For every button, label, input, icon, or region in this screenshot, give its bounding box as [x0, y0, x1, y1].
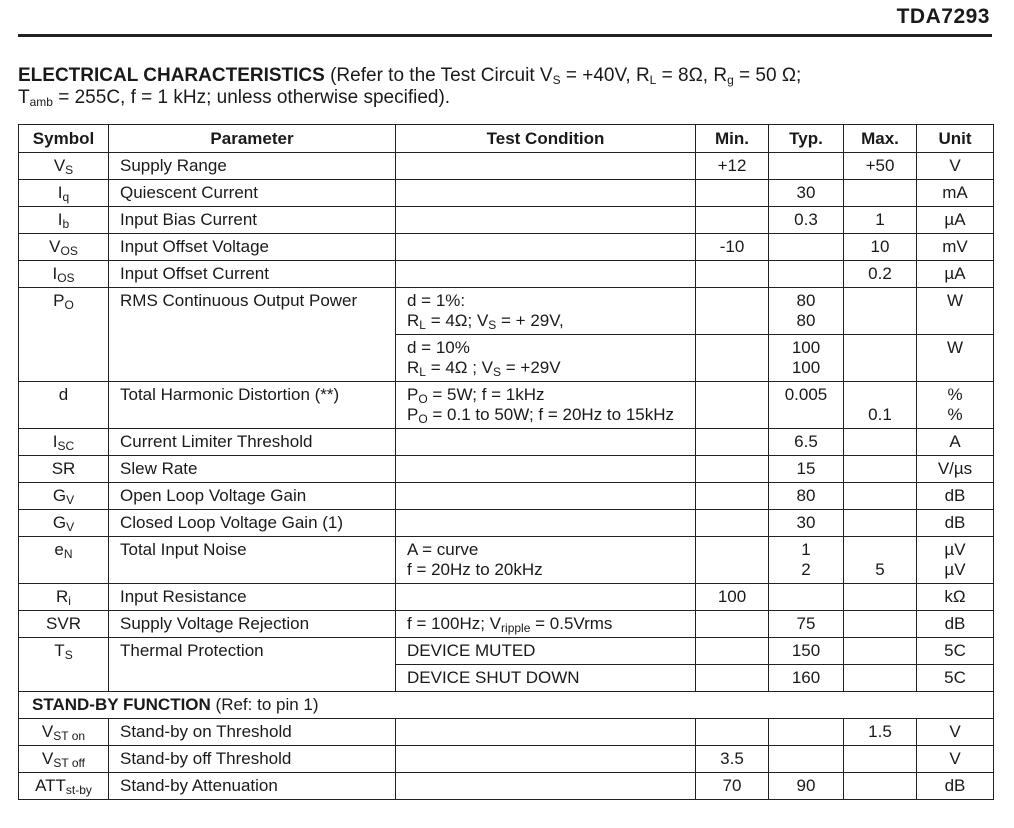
max-cell [844, 456, 917, 483]
typ-cell [769, 584, 844, 611]
typ-cell [769, 234, 844, 261]
table-row [19, 773, 994, 800]
parameter-cell: Input Offset Voltage [109, 234, 396, 261]
min-cell [696, 207, 769, 234]
heading-text: = 50 Ω; [733, 65, 802, 86]
symbol-cell: $V_{ST on}$ [19, 719, 109, 746]
typ-cell: 0.3 [769, 207, 844, 234]
typ-cell: 6.5 [769, 429, 844, 456]
unit-cell: A [917, 429, 994, 456]
characteristics-table [18, 124, 994, 800]
unit-cell: V/µs [917, 456, 994, 483]
unit-cell: dB [917, 773, 994, 800]
parameter-cell: Quiescent Current [109, 180, 396, 207]
min-cell [696, 382, 769, 429]
min-cell: -10 [696, 234, 769, 261]
standby-section-title: STAND-BY FUNCTION (Ref: to pin 1) [19, 692, 994, 719]
heading-text: 5 [95, 87, 107, 108]
condition-cell [396, 773, 696, 800]
typ-cell: 160 [769, 665, 844, 692]
condition-cell [396, 207, 696, 234]
parameter-cell: Stand-by Attenuation [109, 773, 396, 800]
max-cell [844, 180, 917, 207]
min-cell [696, 638, 769, 665]
symbol-cell: $I_b$ [19, 207, 109, 234]
parameter-cell: Stand-by on Threshold [109, 719, 396, 746]
condition-cell [396, 153, 696, 180]
condition-cell: A = curve f = 20Hz to 20kHz [396, 537, 696, 584]
unit-cell: dB [917, 483, 994, 510]
symbol-cell: $G_V$ [19, 510, 109, 537]
unit-cell: % % [917, 382, 994, 429]
parameter-cell: Supply Range [109, 153, 396, 180]
condition-cell: d = 10% $R_L = 4\Omega$ ; $V_S = +29V$ [396, 335, 696, 382]
col-typ: Typ. [769, 125, 844, 153]
max-cell [844, 510, 917, 537]
min-cell: 3.5 [696, 746, 769, 773]
unit-cell: µA [917, 207, 994, 234]
heading-sub: S [552, 73, 561, 87]
unit-cell: 5C [917, 638, 994, 665]
max-cell: 0.2 [844, 261, 917, 288]
table-row [19, 719, 994, 746]
table-row [19, 611, 994, 638]
condition-cell [396, 510, 696, 537]
min-cell: 100 [696, 584, 769, 611]
heading-text: T [18, 87, 30, 108]
parameter-cell: Stand-by off Threshold [109, 746, 396, 773]
symbol-cell: SR [19, 456, 109, 483]
parameter-cell: Input Resistance [109, 584, 396, 611]
unit-cell: dB [917, 611, 994, 638]
max-cell [844, 611, 917, 638]
unit-cell: mV [917, 234, 994, 261]
table-row [19, 483, 994, 510]
typ-cell: 90 [769, 773, 844, 800]
symbol-cell: $e_N$ [19, 537, 109, 584]
parameter-cell: Input Offset Current [109, 261, 396, 288]
max-cell [844, 288, 917, 335]
typ-cell: 0.005 [769, 382, 844, 429]
condition-cell [396, 719, 696, 746]
symbol-cell: $V_S$ [19, 153, 109, 180]
table-row [19, 456, 994, 483]
symbol-cell: $P_O$ [19, 288, 109, 382]
table-row [19, 429, 994, 456]
typ-cell: 150 [769, 638, 844, 665]
heading-sub: amb [29, 95, 53, 109]
symbol-cell: $V_{OS}$ [19, 234, 109, 261]
parameter-cell: Open Loop Voltage Gain [109, 483, 396, 510]
condition-cell: $P_O = 5W$; f = 1kHz $P_O = 0.1$ to 50W; f = 20Hz to 15kHz [396, 382, 696, 429]
min-cell: +12 [696, 153, 769, 180]
table-header-row [19, 125, 994, 153]
min-cell [696, 456, 769, 483]
unit-cell: kΩ [917, 584, 994, 611]
parameter-cell: Current Limiter Threshold [109, 429, 396, 456]
min-cell [696, 719, 769, 746]
unit-cell: V [917, 153, 994, 180]
min-cell [696, 483, 769, 510]
max-cell [844, 429, 917, 456]
unit-cell: dB [917, 510, 994, 537]
col-unit: Unit [917, 125, 994, 153]
parameter-cell: Input Bias Current [109, 207, 396, 234]
max-cell [844, 665, 917, 692]
condition-cell [396, 261, 696, 288]
max-cell: 10 [844, 234, 917, 261]
max-cell: 1 [844, 207, 917, 234]
heading-sub: g [727, 73, 734, 87]
heading-text: = +40V, R [560, 65, 650, 86]
symbol-cell: $G_V$ [19, 483, 109, 510]
section-row [19, 692, 994, 719]
condition-cell [396, 180, 696, 207]
max-cell [844, 335, 917, 382]
unit-cell: V [917, 746, 994, 773]
max-cell: 5 [844, 537, 917, 584]
min-cell [696, 261, 769, 288]
part-number: TDA7293 [896, 5, 990, 28]
unit-cell: µA [917, 261, 994, 288]
max-cell: 0.1 [844, 382, 917, 429]
min-cell: 70 [696, 773, 769, 800]
typ-cell [769, 719, 844, 746]
table-row [19, 638, 994, 665]
col-test-condition: Test Condition [396, 125, 696, 153]
max-cell [844, 584, 917, 611]
min-cell [696, 429, 769, 456]
parameter-cell: Total Harmonic Distortion (**) [109, 382, 396, 429]
min-cell [696, 288, 769, 335]
typ-cell [769, 261, 844, 288]
table-row [19, 510, 994, 537]
unit-cell: W [917, 288, 994, 335]
unit-cell: mA [917, 180, 994, 207]
heading-sub: L [649, 73, 657, 87]
unit-cell: V [917, 719, 994, 746]
typ-cell: 1 2 [769, 537, 844, 584]
parameter-cell: Thermal Protection [109, 638, 396, 692]
min-cell [696, 180, 769, 207]
condition-cell: d = 1%: $R_L = 4\Omega$; $V_S$ = + 29V, [396, 288, 696, 335]
col-max: Max. [844, 125, 917, 153]
parameter-cell: RMS Continuous Output Power [109, 288, 396, 382]
unit-cell: 5C [917, 665, 994, 692]
col-symbol: Symbol [19, 125, 109, 153]
condition-cell [396, 429, 696, 456]
typ-cell: 80 [769, 483, 844, 510]
max-cell [844, 773, 917, 800]
symbol-cell: SVR [19, 611, 109, 638]
typ-cell: 30 [769, 510, 844, 537]
table-row [19, 207, 994, 234]
typ-cell: 100 100 [769, 335, 844, 382]
symbol-cell: $T_S$ [19, 638, 109, 692]
col-parameter: Parameter [109, 125, 396, 153]
section-heading [18, 65, 998, 109]
parameter-cell: Closed Loop Voltage Gain (1) [109, 510, 396, 537]
unit-cell: W [917, 335, 994, 382]
header-rule [18, 34, 992, 37]
table-row [19, 234, 994, 261]
condition-cell [396, 483, 696, 510]
table-row [19, 153, 994, 180]
typ-cell: 30 [769, 180, 844, 207]
table-row [19, 288, 994, 335]
condition-cell [396, 234, 696, 261]
symbol-cell: $R_i$ [19, 584, 109, 611]
heading-text: C, f = 1 kHz; unless otherwise specified). [106, 87, 451, 108]
unit-cell: µV µV [917, 537, 994, 584]
max-cell [844, 638, 917, 665]
parameter-cell: Supply Voltage Rejection [109, 611, 396, 638]
max-cell [844, 746, 917, 773]
heading-text: (Refer to the Test Circuit V [324, 65, 553, 86]
table-row [19, 382, 994, 429]
max-cell: +50 [844, 153, 917, 180]
parameter-cell: Total Input Noise [109, 537, 396, 584]
heading-text: = 25 [52, 87, 96, 108]
typ-cell [769, 746, 844, 773]
min-cell [696, 665, 769, 692]
col-min: Min. [696, 125, 769, 153]
parameter-cell: Slew Rate [109, 456, 396, 483]
min-cell [696, 335, 769, 382]
typ-cell: 15 [769, 456, 844, 483]
typ-cell: 80 80 [769, 288, 844, 335]
symbol-cell: d [19, 382, 109, 429]
symbol-cell: $I_{OS}$ [19, 261, 109, 288]
condition-cell [396, 746, 696, 773]
symbol-cell: $ATT_{st-by}$ [19, 773, 109, 800]
condition-cell: DEVICE SHUT DOWN [396, 665, 696, 692]
typ-cell [769, 153, 844, 180]
max-cell: 1.5 [844, 719, 917, 746]
typ-cell: 75 [769, 611, 844, 638]
table-row [19, 180, 994, 207]
table-row [19, 537, 994, 584]
max-cell [844, 483, 917, 510]
condition-cell: f = 100Hz; $V_{ripple}$ = 0.5Vrms [396, 611, 696, 638]
symbol-cell: $I_{SC}$ [19, 429, 109, 456]
heading-title: ELECTRICAL CHARACTERISTICS [18, 65, 325, 86]
condition-cell [396, 456, 696, 483]
symbol-cell: $V_{ST off}$ [19, 746, 109, 773]
min-cell [696, 611, 769, 638]
table-row [19, 261, 994, 288]
table-row [19, 584, 994, 611]
condition-cell [396, 584, 696, 611]
heading-text: = 8Ω, R [656, 65, 728, 86]
condition-cell: DEVICE MUTED [396, 638, 696, 665]
table-row [19, 746, 994, 773]
min-cell [696, 510, 769, 537]
symbol-cell: $I_q$ [19, 180, 109, 207]
min-cell [696, 537, 769, 584]
